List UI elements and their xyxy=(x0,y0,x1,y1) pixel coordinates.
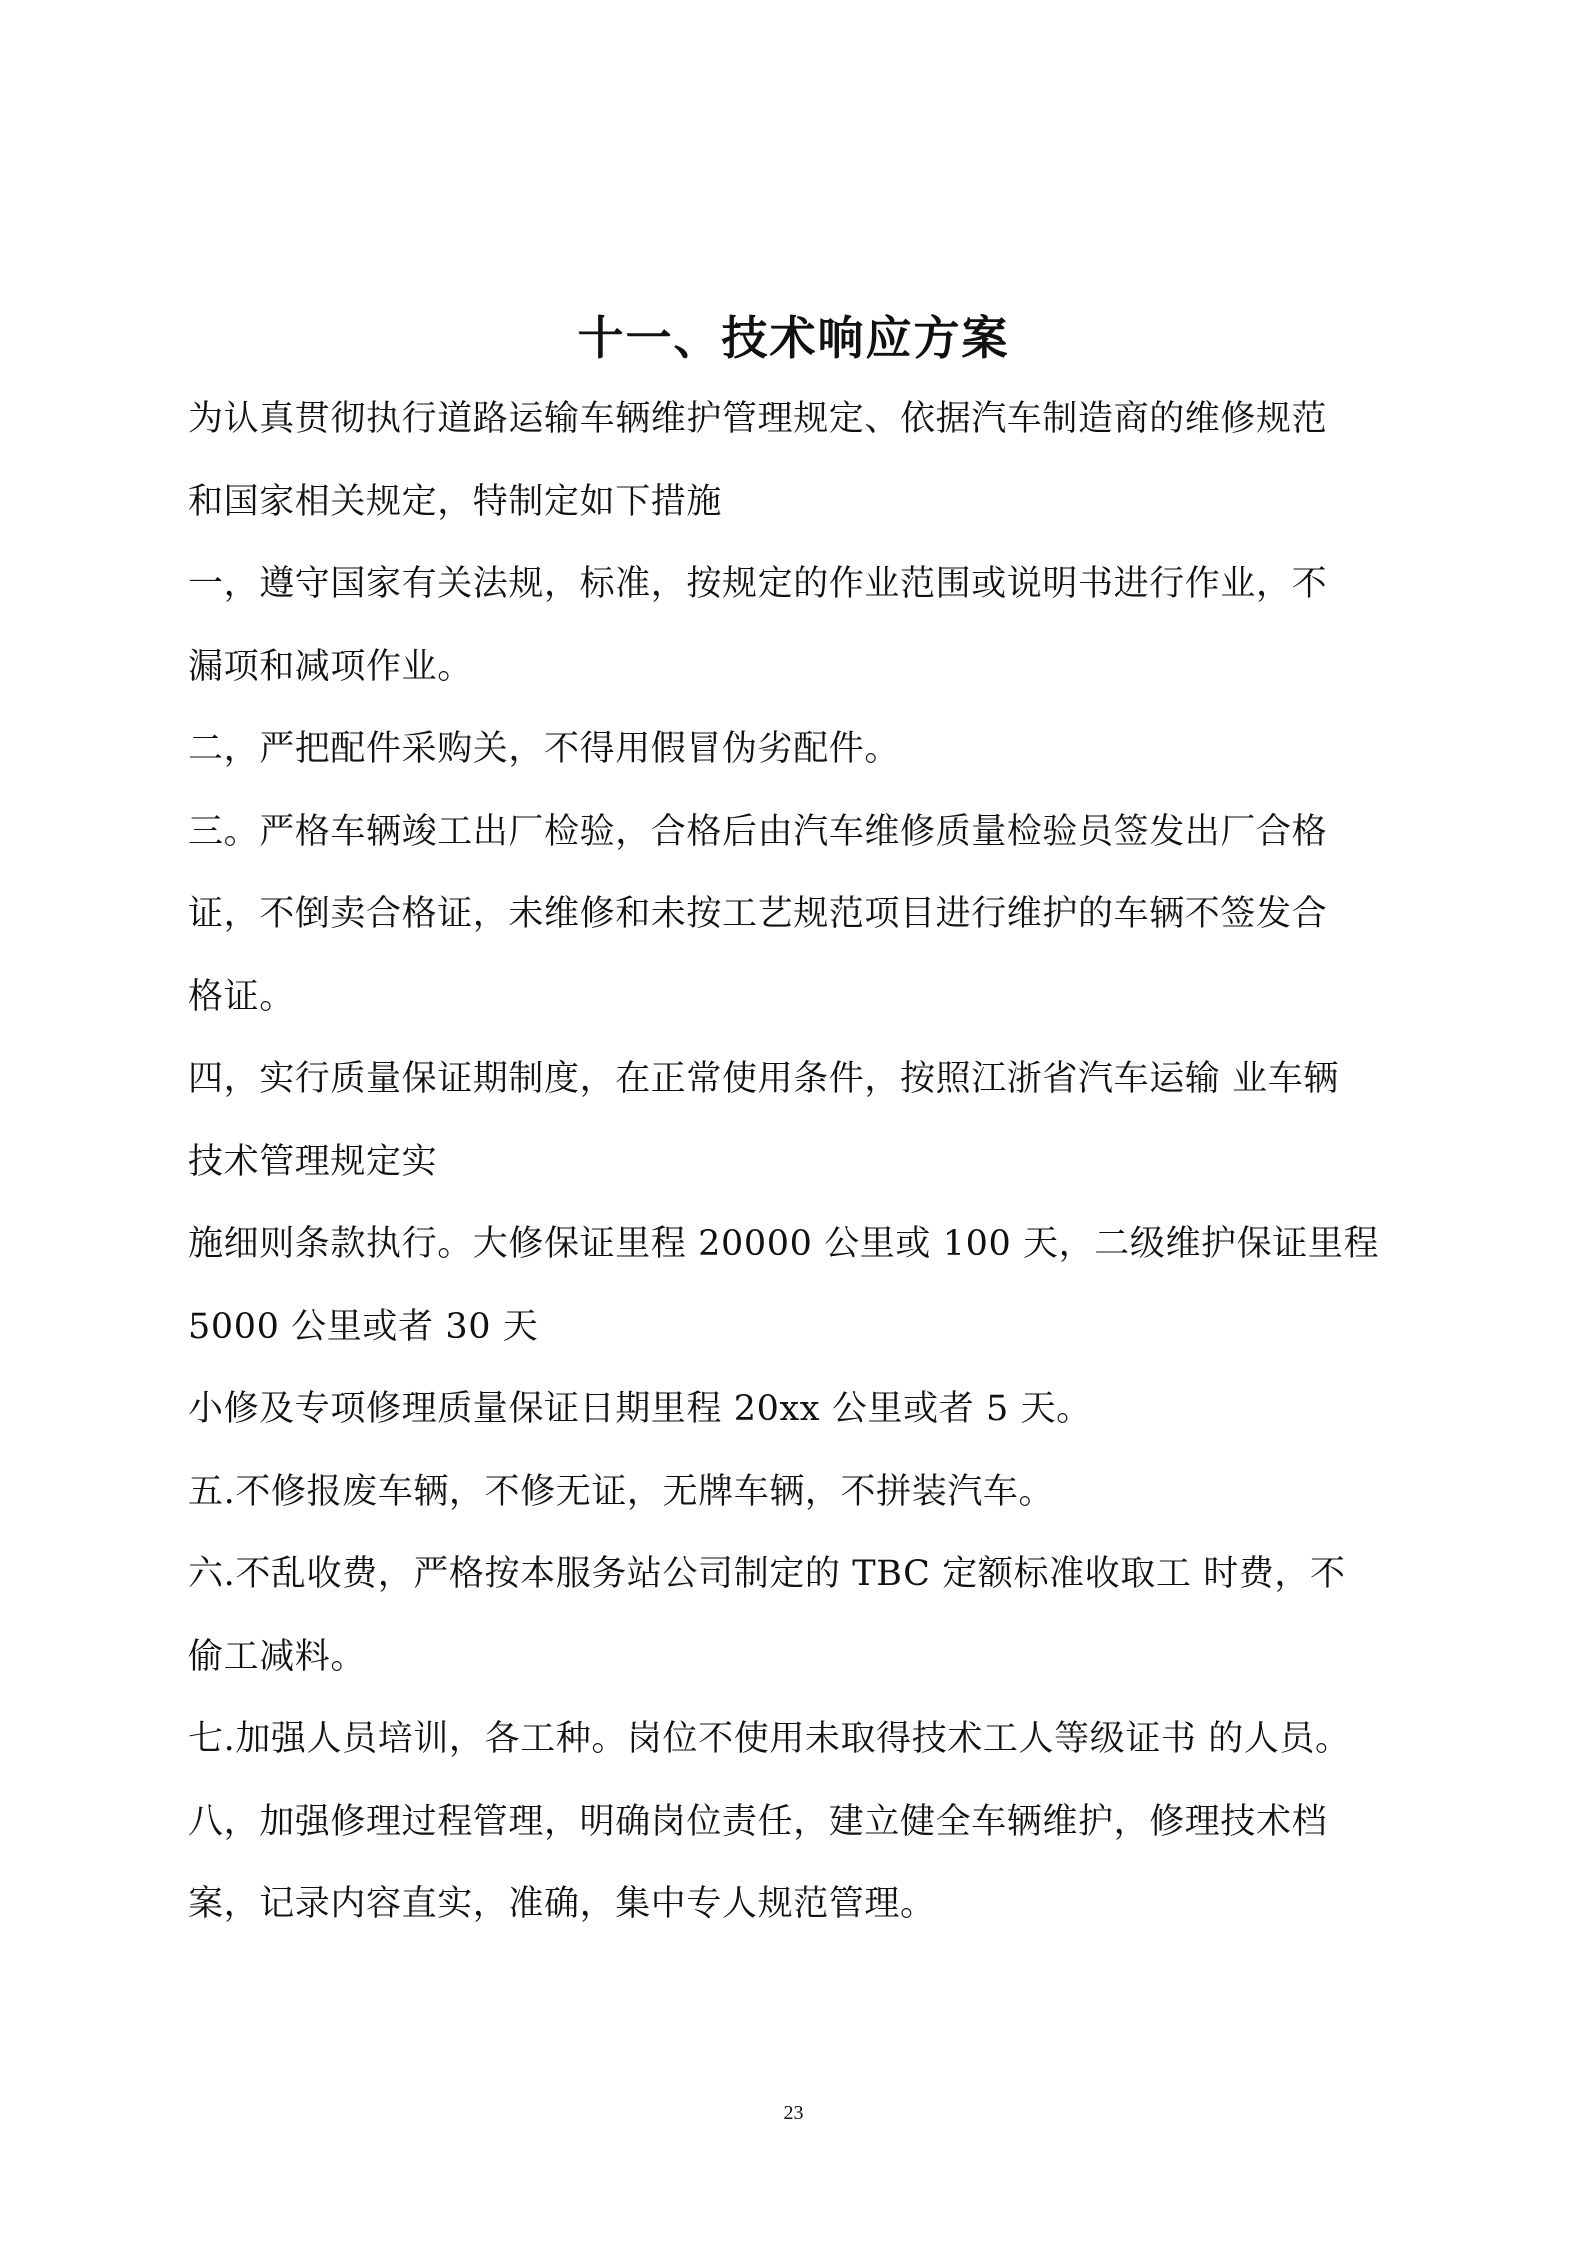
text-line: 5000 公里或者 30 天 xyxy=(188,1306,539,1347)
text-line: 施细则条款执行。大修保证里程 20000 公里或 100 天，二级维护保证里程 xyxy=(188,1224,1380,1264)
text-line: 三。严格车辆竣工出厂检验，合格后由汽车维修质量检验员签发出厂合格 xyxy=(188,811,1328,852)
page-number: 23 xyxy=(783,2102,804,2124)
text-line: 为认真贯彻执行道路运输车辆维护管理规定、依据汽车制造商的维修规范 xyxy=(188,399,1328,439)
text-line: 漏项和减项作业。 xyxy=(188,646,473,687)
text-line: 七.加强人员培训，各工种。岗位不使用未取得技术工人等级证书 的人员。 xyxy=(188,1719,1351,1759)
text-line: 偷工减料。 xyxy=(188,1636,367,1677)
text-line: 六.不乱收费，严格按本服务站公司制定的 TBC 定额标准收取工 时费，不 xyxy=(188,1554,1346,1594)
text-line: 八，加强修理过程管理，明确岗位责任，建立健全车辆维护，修理技术档 xyxy=(188,1801,1328,1842)
text-line: 一，遵守国家有关法规，标准，按规定的作业范围或说明书进行作业，不 xyxy=(188,564,1328,604)
text-line: 二，严把配件采购关，不得用假冒伪劣配件。 xyxy=(188,729,901,769)
text-line: 格证。 xyxy=(188,976,295,1017)
text-line: 案，记录内容直实，准确，集中专人规范管理。 xyxy=(188,1884,936,1924)
text-line: 证，不倒卖合格证，未维修和未按工艺规范项目进行维护的车辆不签发合 xyxy=(188,894,1328,934)
text-line: 五.不修报废车辆，不修无证，无牌车辆，不拼装汽车。 xyxy=(188,1471,1055,1512)
body-text xyxy=(188,378,1400,1946)
text-line: 和国家相关规定，特制定如下措施 xyxy=(188,481,723,522)
text-line: 四，实行质量保证期制度，在正常使用条件，按照江浙省汽车运输 业车辆 xyxy=(188,1059,1339,1099)
text-line: 技术管理规定实 xyxy=(188,1141,438,1182)
page-title: 十一、技术响应方案 xyxy=(577,311,1010,365)
text-line: 小修及专项修理质量保证日期里程 20xx 公里或者 5 天。 xyxy=(188,1389,1092,1429)
